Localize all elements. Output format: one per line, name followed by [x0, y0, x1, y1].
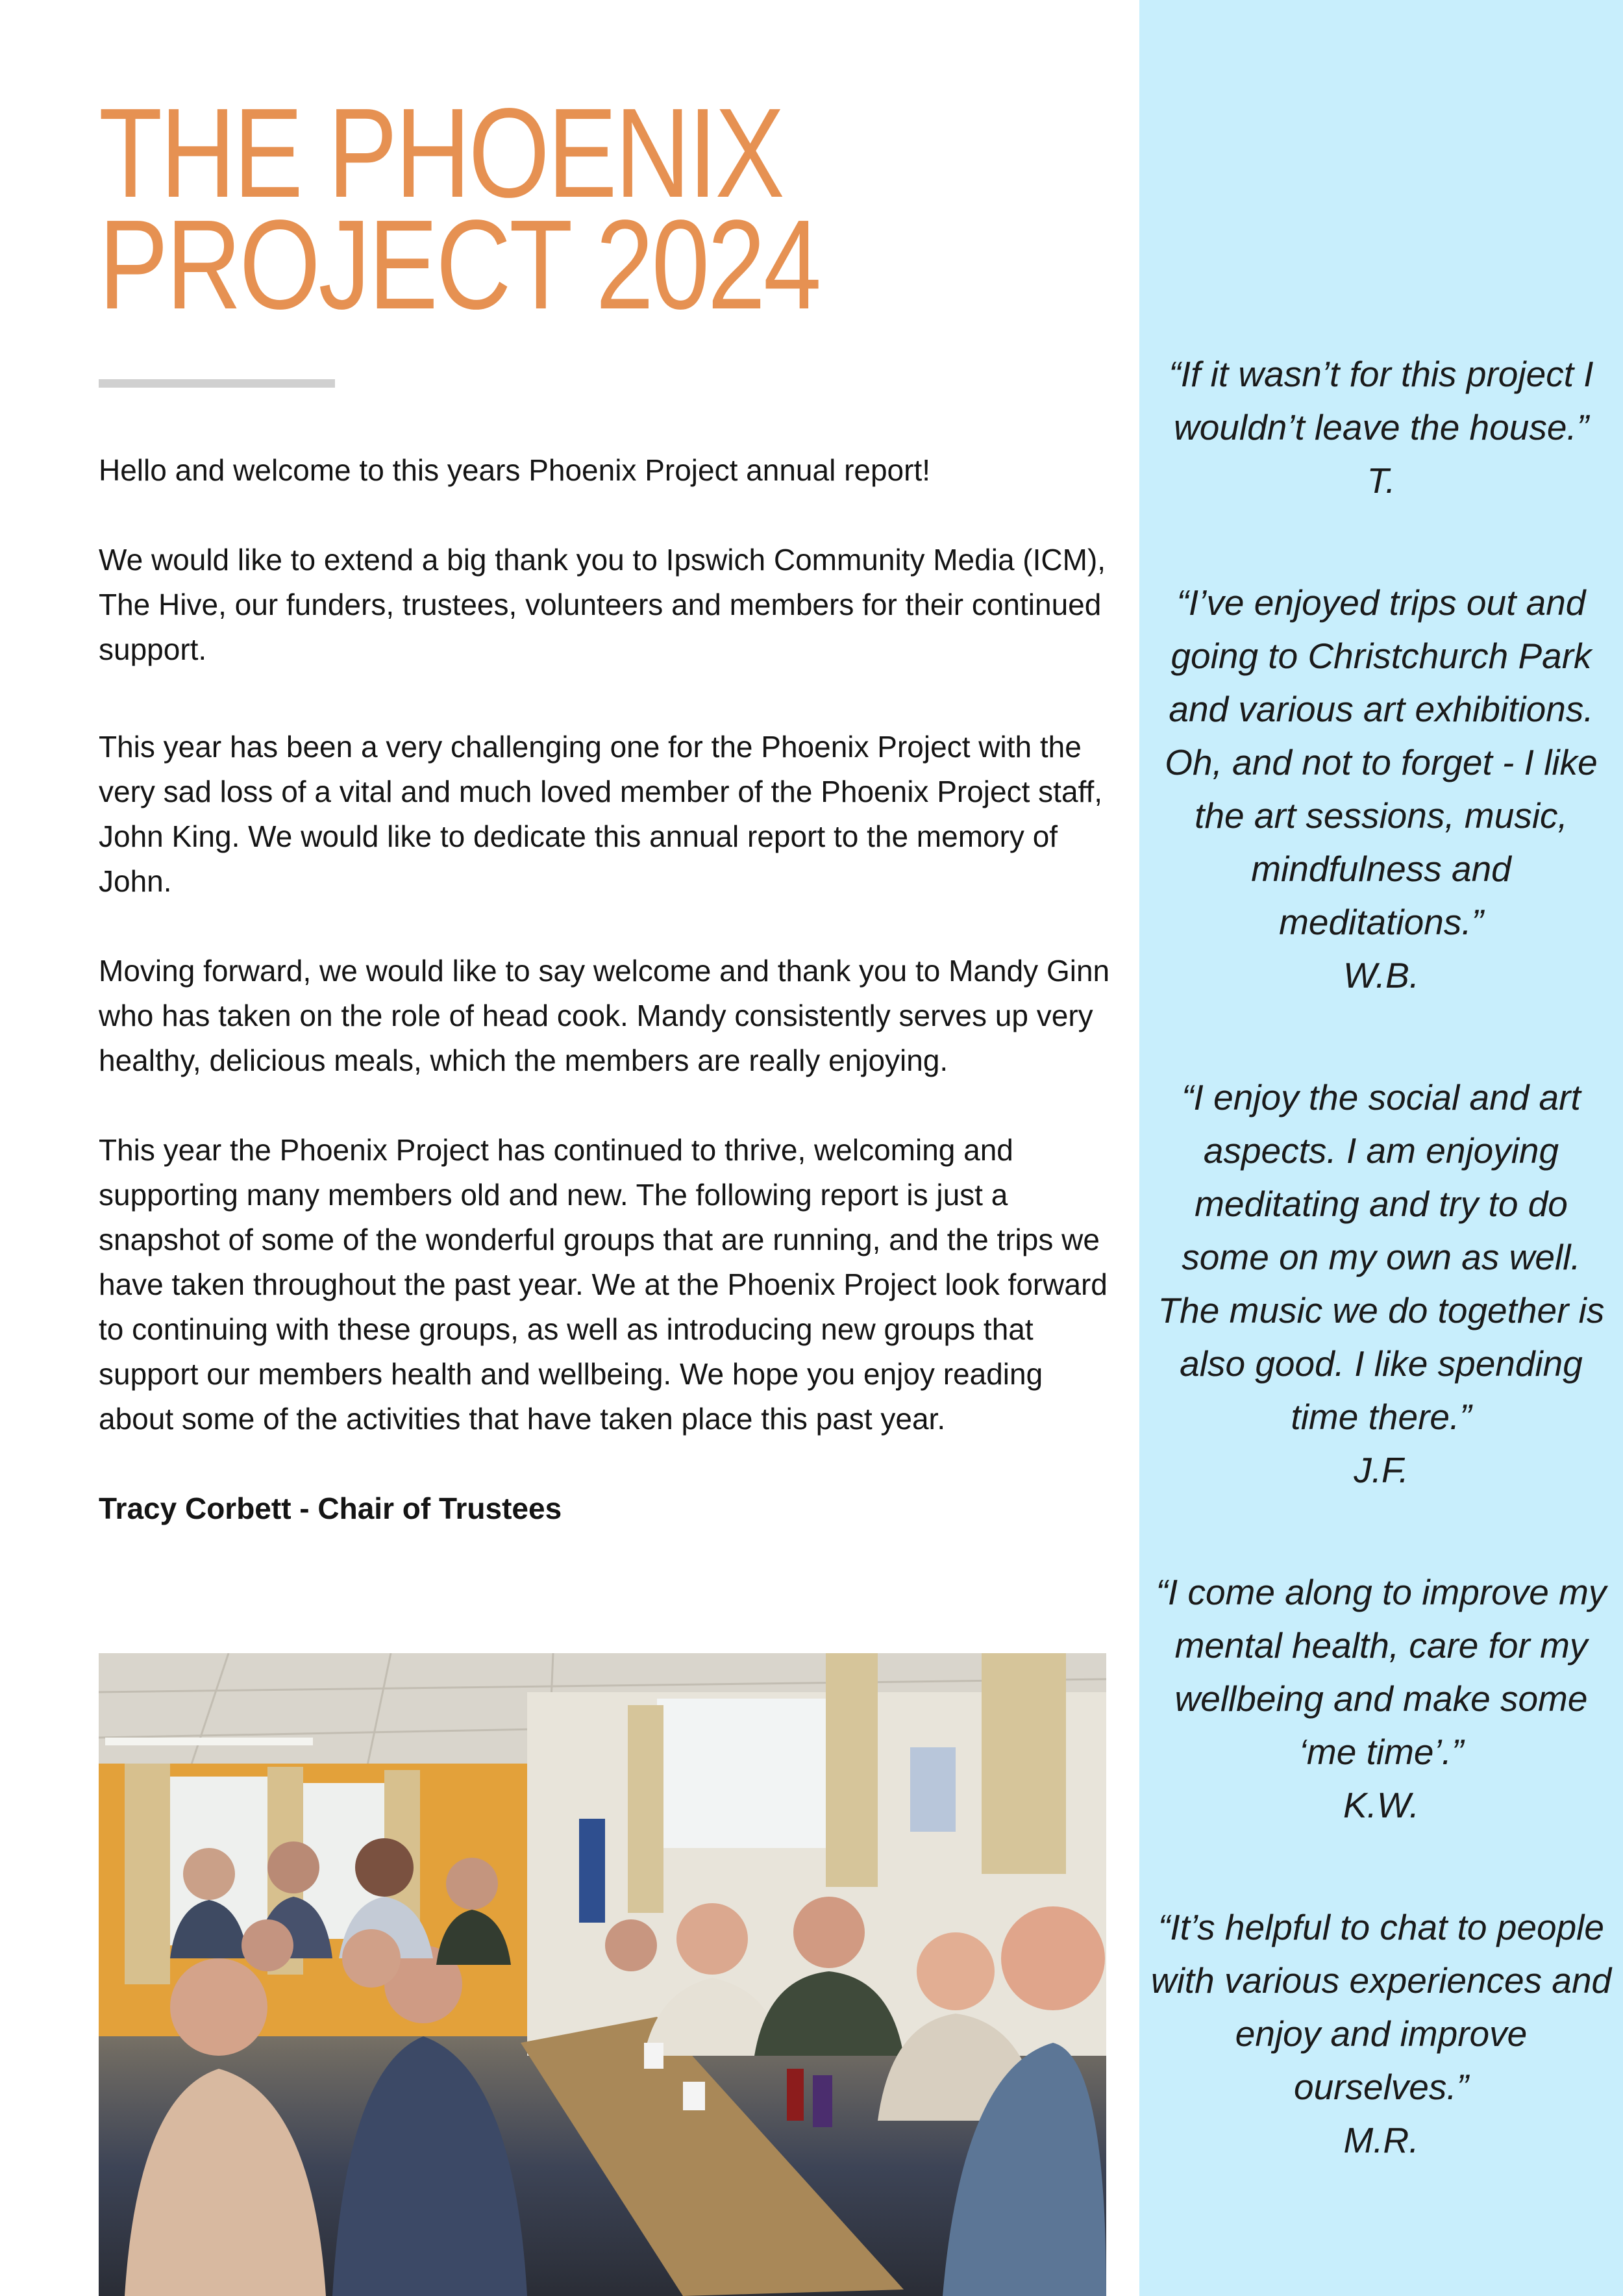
testimonial-4-text: “I come along to improve my mental health, care for my wellbeing and make some ‘me time’.” — [1156, 1572, 1607, 1772]
testimonial-1-text: “If it wasn’t for this project I wouldn’t leave the house.” — [1169, 354, 1594, 447]
testimonial-1-initials: T. — [1367, 460, 1396, 501]
challenging-year-paragraph: This year has been a very challenging one for the Phoenix Project with the very sad loss of a vital and much loved member of the Phoenix Project staff, John King. We would like to dedicate this annual report to the memory of John. — [99, 730, 1103, 898]
intro-text — [99, 448, 1111, 1531]
testimonial-2-initials: W.B. — [1343, 955, 1420, 995]
testimonial-5-text: “It’s helpful to chat to people with various experiences and enjoy and improve ourselves.” — [1150, 1907, 1612, 2107]
testimonial-3 — [1139, 1071, 1623, 1497]
testimonial-3-text: “I enjoy the social and art aspects. I am enjoying meditating and try to do some on my own as well. The music we do together is also good. I like spending time there.” — [1158, 1077, 1605, 1437]
testimonials-list — [1139, 347, 1623, 2236]
testimonial-4-initials: K.W. — [1343, 1785, 1420, 1825]
testimonial-5-initials: M.R. — [1343, 2120, 1419, 2160]
page-title — [99, 82, 820, 336]
testimonial-1 — [1139, 347, 1623, 507]
group-photo-illustration — [99, 1653, 1106, 2296]
testimonial-2-text: “I’ve enjoyed trips out and going to Christchurch Park and various art exhibitions. Oh, and not to forget - I like the art sessions, music, mindfulness and meditations.” — [1165, 582, 1598, 942]
thrive-paragraph: This year the Phoenix Project has continued to thrive, welcoming and supporting many members old and new. The following report is just a snapshot of some of the wonderful groups that are running, and the trips we have taken throughout the past year. We at the Phoenix Project look forward to continuing with these groups, as well as introducing new groups that support our members health and wellbeing. We hope you enjoy reading about some of the activities that have taken place this past year. — [99, 1133, 1108, 1436]
thanks-paragraph: We would like to extend a big thank you to Ipswich Community Media (ICM), The Hive, our funders, trustees, volunteers and members for their continued support. — [99, 543, 1106, 666]
page-title-line-2: PROJECT 2024 — [99, 193, 820, 336]
title-divider — [99, 379, 335, 388]
page-title-line-1: THE PHOENIX — [99, 82, 783, 224]
testimonials-sidebar — [1139, 0, 1623, 2296]
testimonial-5 — [1139, 1901, 1623, 2167]
testimonial-3-initials: J.F. — [1354, 1450, 1409, 1490]
moving-forward-paragraph: Moving forward, we would like to say welcome and thank you to Mandy Ginn who has taken on the role of head cook. Mandy consistently serves up very healthy, delicious meals, which the members are really enjoying. — [99, 954, 1110, 1077]
testimonial-2 — [1139, 576, 1623, 1002]
greeting-paragraph: Hello and welcome to this years Phoenix Project annual report! — [99, 453, 931, 487]
group-photo — [99, 1653, 1106, 2296]
signature: Tracy Corbett - Chair of Trustees — [99, 1491, 562, 1525]
testimonial-4 — [1139, 1566, 1623, 1832]
